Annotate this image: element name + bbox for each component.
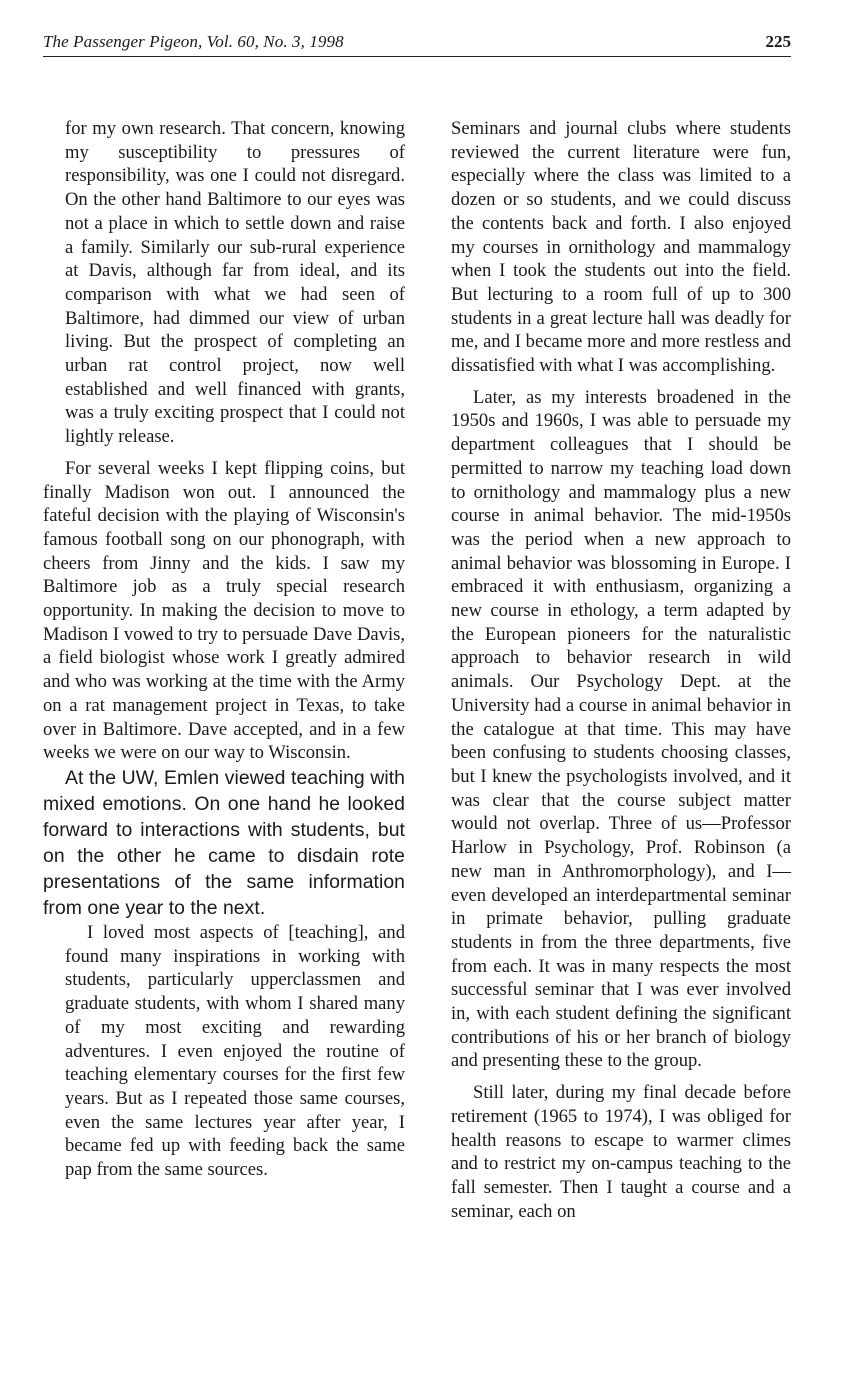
paragraph-left-1: for my own research. That concern, knowing my susceptibility to pressures of responsibility, was one I could not disregard. On the other hand Baltimore to our eyes was not a place in which to settle down and raise a family. Similarly our sub-rural experience at Davis, although far from ideal, and its comparison with what we had seen of Baltimore, had dimmed our view of urban living. But the prospect of completing an urban rat control project, now well established and well financed with grants, was a truly exciting prospect that I could not lightly release.: [65, 118, 405, 448]
left-column: [43, 117, 405, 1182]
paragraph-left-2: For several weeks I kept flipping coins, but finally Madison won out. I announced the fateful decision with the playing of Wisconsin's famous football song on our phonograph, with cheers from Jinny and the kids. I saw my Baltimore job as a truly special research opportunity. In making the decision to move to Madison I vowed to try to persuade Dave Davis, a field biologist whose work I greatly admired and who was working at the time with the Army on a rat management project in Texas, to take over in Baltimore. Dave accepted, and in a few weeks we were on our way to Wisconsin.: [43, 457, 405, 764]
block-quote-left: I loved most aspects of [teaching], and found many inspirations in working with students, particularly upperclassmen and graduate students, with whom I shared many of my most exciting and rewarding adventures. I even enjoyed the routine of teaching elementary courses for the first few years. But as I repeated those same courses, even the same lectures year after year, I became fed up with feeding back the same pap from the same sources.: [65, 921, 405, 1181]
page-number: 225: [765, 32, 791, 51]
paragraph-right-1: Seminars and journal clubs where students reviewed the current literature were fun, especially where the class was limited to a dozen or so students, and we could discuss the contents back and forth. I also enjoyed my courses in ornithology and mammalogy when I took the students out into the field. But lecturing to a room full of up to 300 students in a great lecture hall was deadly for me, and I became more and more restless and dissatisfied with what I was accomplishing.: [451, 118, 791, 377]
running-header: [43, 30, 791, 57]
paragraph-right-3: Still later, during my final decade before retirement (1965 to 1974), I was obliged for health reasons to escape to warmer climes and to restrict my on-campus teaching to the fall semester. Then I taught a course and a seminar, each on: [451, 1082, 791, 1222]
paragraph-right-2: Later, as my interests broadened in the 1950s and 1960s, I was able to persuade my department colleagues that I should be permitted to narrow my teaching load down to ornithology and mammalogy plus a new course in animal behavior. The mid-1950s was the period when a new approach to animal behavior was blossoming in Europe. I embraced it with enthusiasm, organizing a new course in ethology, a term adapted by the European pioneers for the naturalistic approach to behavior research in wild animals. Our Psychology Dept. at the University had a course in animal behavior in the catalogue at that time. This may have been confusing to students choosing classes, but I knew the psychologists involved, and it was clear that the course subject matter would not overlap. Three of us—Professor Harlow in Psychology, Prof. Robinson (a new man in Anthromorphology), and I—even developed an interdepartmental seminar in primate behavior, pulling graduate students in from the three departments, five from each. It was in many respects the most successful seminar that I was ever involved in, with each student defining the significant contributions of his or her branch of biology and presenting these to the group.: [451, 386, 791, 1072]
journal-citation: The Passenger Pigeon, Vol. 60, No. 3, 1998: [43, 32, 344, 51]
right-column: [451, 117, 791, 1223]
editorial-intro: At the UW, Emlen viewed teaching with mixed emotions. On one hand he looked forward to interactions with students, but on the other he came to disdain rote presentations of the same information from one year to the next.: [43, 766, 405, 919]
